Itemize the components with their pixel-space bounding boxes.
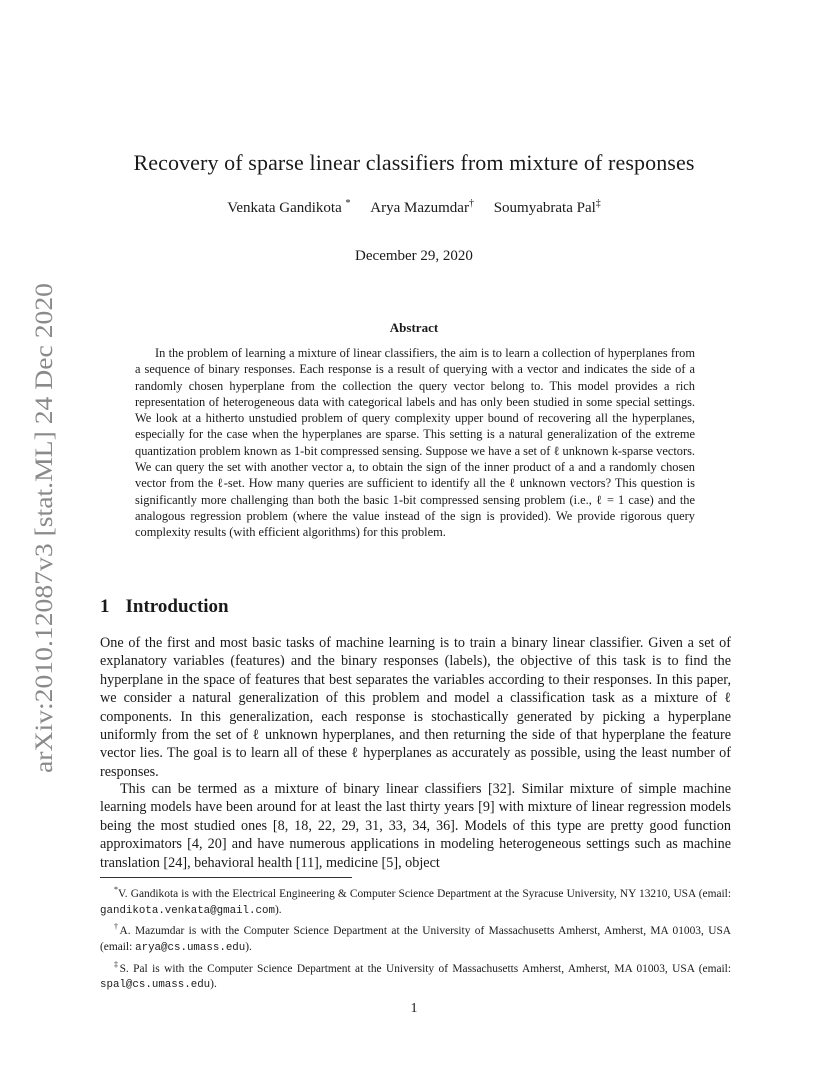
arxiv-stamp-graphic (22, 280, 62, 775)
footnote-text: V. Gandikota is with the Electrical Engineering & Computer Science Department at the Syracuse University, NY 13210, USA (email: (118, 887, 731, 900)
author-name: Arya Mazumdar (370, 200, 469, 216)
footnote-end: ). (245, 940, 252, 953)
author-2 (370, 200, 474, 216)
author-mark: * (345, 198, 351, 209)
footnote-mark: † (114, 922, 120, 932)
footnote-email[interactable]: gandikota.venkata@gmail.com (100, 904, 275, 917)
paragraph-1: One of the first and most basic tasks of machine learning is to train a binary linear classifier. Given a set of explanatory variables (features) and the binary responses (labels), the objective of this task is to find the hyperplane in the space of features that best separates the variables according to their responses. In this paper, we consider a natural generalization of this problem and model a classification task as a mixture of ℓ components. In this generalization, each response is stochastically generated by picking a hyperplane uniformly from the set of ℓ unknown hyperplanes, and then returning the side of that hyperplane the feature vector lies. The goal is to learn all of these ℓ hyperplanes as accurately as possible, using the least number of responses. (100, 635, 731, 780)
section-heading (100, 596, 229, 618)
footnote-1 (100, 882, 731, 919)
footnote-email[interactable]: spal@cs.umass.edu (100, 979, 211, 992)
author-1 (227, 200, 350, 216)
footnote-text: S. Pal is with the Computer Science Department at the University of Massachusetts Amherst, Amherst, MA 01003, USA (email: (119, 962, 732, 975)
arxiv-stamp (22, 280, 62, 775)
section-number: 1 (100, 596, 110, 617)
paper-title: Recovery of sparse linear classifiers from mixture of responses (133, 150, 695, 175)
abstract-heading: Abstract (389, 320, 439, 335)
footnote-3 (100, 957, 731, 994)
paragraph-2: This can be termed as a mixture of binary linear classifiers [32]. Similar mixture of simple machine learning models have been around for at least the last thirty years [9] with mixture of linear regression models being the most studied ones [8, 18, 22, 29, 31, 33, 34, 36]. Models of this type are pretty good function approximators [4, 20] and have numerous applications in modeling heterogeneous settings such as machine translation [24], behavioral health [11], medicine [5], object (100, 781, 731, 871)
footnote-rule (100, 877, 352, 878)
footnote-mark: ‡ (114, 959, 120, 969)
footnotes (100, 882, 731, 994)
author-name: Venkata Gandikota (227, 200, 342, 216)
author-name: Soumyabrata Pal (493, 200, 596, 216)
author-mark: ‡ (595, 198, 601, 209)
footnote-2 (100, 919, 731, 956)
footnote-mark: * (114, 885, 118, 894)
section-title: Introduction (125, 596, 229, 617)
arxiv-id: arXiv:2010.12087v3 [stat.ML] 24 Dec 2020 (31, 330, 58, 773)
footnote-text: A. Mazumdar is with the Computer Science Department at the University of Massachusetts Amherst, Amherst, MA 01003, USA (email: (100, 925, 732, 953)
footnote-end: ). (274, 903, 282, 916)
footnote-end: ). (210, 978, 217, 991)
author-3 (494, 200, 601, 216)
author-list (0, 198, 828, 217)
footnote-email[interactable]: arya@cs.umass.edu (135, 941, 246, 954)
paper-date: December 29, 2020 (355, 248, 473, 264)
page-number: 1 (410, 1001, 418, 1016)
abstract-body: In the problem of learning a mixture of linear classifiers, the aim is to learn a collection of hyperplanes from a sequence of binary responses. Each response is a result of querying with a vector and indicates the side of a randomly chosen hyperplane from the collection the query vector belong to. This model provides a rich representation of heterogeneous data with categorical labels and has only been studied in some special settings. We look at a hitherto unstudied problem of query complexity upper bound of recovering all the hyperplanes, especially for the case when the hyperplanes are sparse. This setting is a natural generalization of the extreme quantization problem known as 1-bit compressed sensing. Suppose we have a set of ℓ unknown k-sparse vectors. We can query the set with another vector a, to obtain the sign of the inner product of a and a randomly chosen vector from the ℓ-set. How many queries are sufficient to identify all the ℓ unknown vectors? This question is significantly more challenging than both the basic 1-bit compressed sensing problem (i.e., ℓ = 1 case) and the analogous regression problem (where the value instead of the sign is provided). We provide rigorous query complexity results (with efficient algorithms) for this problem. (135, 346, 695, 540)
author-mark: † (468, 198, 474, 209)
